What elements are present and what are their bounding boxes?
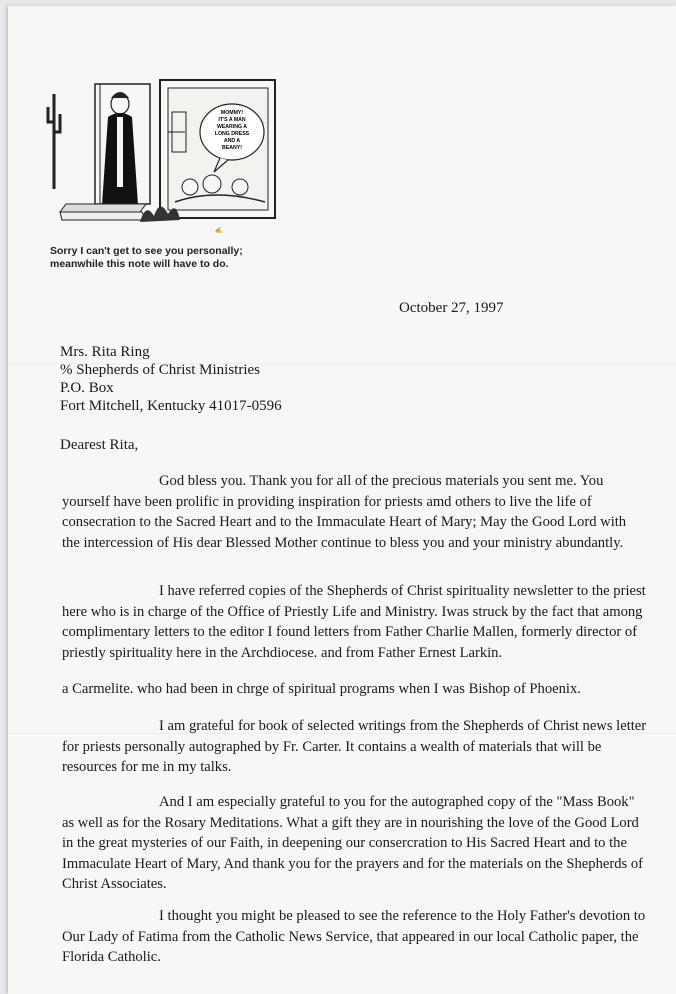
address-line: P.O. Box bbox=[60, 380, 114, 396]
body-paragraph: I am grateful for book of selected writings from the Shepherds of Christ news letter for priests personally autographed by Fr. Carter. It contains a wealth of materials that will be resources for me in my talks. bbox=[62, 718, 647, 775]
body-paragraph: And I am especially grateful to you for the autographed copy of the "Mass Book" as well as for the Rosary Meditations. What a gift they are in nourishing the love of the Good Lord in the great mysteries of our Faith, in deepening our conserсration to His Sacred Heart and to the Immaculate Heart of Mary, And thank you for the prayers and for the materials on the Shepherds of Christ Associates. bbox=[62, 794, 643, 892]
recipient-address bbox=[60, 343, 282, 415]
body-paragraph: I thought you might be pleased to see the reference to the Holy Father's devotion to Our Lady of Fatima from the Catholic News Service, that appeared in our local Catholic paper, the Florida Catholic. bbox=[62, 908, 646, 965]
speech-bubble-line: AND A bbox=[223, 138, 241, 144]
address-line: Fort Mitchell, Kentucky 41017-0596 bbox=[60, 398, 282, 414]
caption-line: meanwhile this note will have to do. bbox=[50, 258, 229, 270]
body-paragraph: a Carmelite. who had been in chrge of spiritual programs when I was Bishop of Phoenix. bbox=[62, 681, 581, 697]
body-paragraph: I have referred copies of the Shepherds of Christ spirituality newsletter to the priest here who is in charge of the Office of Priestly Life and Ministry. Iwas struck by the fact that among complimentary letters to the editor I found letters from Father Charlie Mallen, formerly director of priestly spirituality here in the Archdiocese. and from Father Ernest Larkin. bbox=[62, 583, 646, 661]
speech-bubble-line: IT'S A MAN bbox=[218, 117, 246, 123]
address-line: % Shepherds of Christ Ministries bbox=[60, 362, 260, 378]
speech-bubble-line: MOMMY! bbox=[220, 110, 244, 116]
salutation: Dearest Rita, bbox=[60, 437, 139, 453]
cartoon-illustration bbox=[40, 72, 280, 242]
cartoon-caption bbox=[50, 245, 300, 271]
speech-bubble-line: LONG DRESS bbox=[214, 131, 250, 137]
speech-bubble-line: BEANY! bbox=[222, 145, 242, 151]
body-paragraph: God bless you. Thank you for all of the precious materials you sent me. You yourself have been prolific in providing inspiration for priests amd others to live the life of consecration to the Sacred Heart and to the Immaculate Heart of Mary; May the Good Lord with the intercession of His dear Blessed Mother continue to bless you and your ministry abundantly. bbox=[62, 473, 627, 551]
caption-line: Sorry I can't get to see you personally; bbox=[50, 245, 243, 257]
letter-date: October 27, 1997 bbox=[399, 300, 504, 316]
address-line: Mrs. Rita Ring bbox=[60, 344, 150, 360]
svg-text:✍: ✍ bbox=[215, 228, 223, 234]
speech-bubble-line: WEARING A bbox=[216, 124, 248, 130]
